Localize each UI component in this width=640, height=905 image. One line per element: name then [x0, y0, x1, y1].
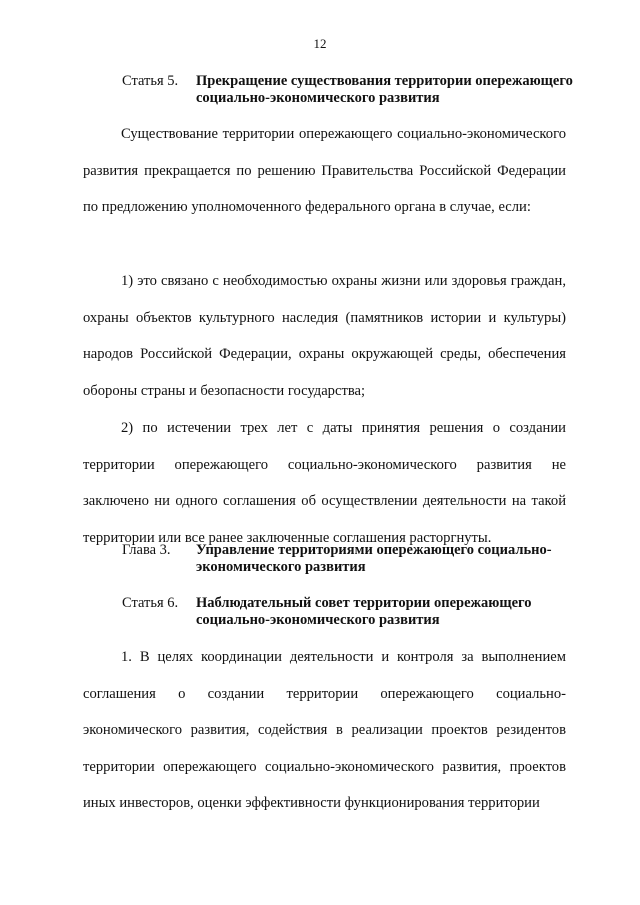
article-5-label: Статья 5.: [122, 73, 179, 89]
list-item-1: 1) это связано с необходимостью охраны жизни или здоровья граждан, охраны объектов культурного наследия (памятников истории и культуры) народов Российской Федерации, охраны окружающей среды, обеспечения обороны страны и безопасности государства;: [83, 273, 566, 399]
chapter-3-label: Глава 3.: [122, 542, 171, 558]
article-5-title: Прекращение существования территории опережающего социально-экономического развития: [196, 73, 573, 106]
article-6-label: Статья 6.: [122, 595, 179, 611]
page-number: 12: [313, 36, 327, 51]
list-item-2: 2) по истечении трех лет с даты принятия решения о создании территории опережающего социально-экономического развития не заключено ни одного соглашения об осуществлении деятельности на такой территории или все ранее заключенные соглашения расторгнуты.: [83, 420, 566, 546]
article-5-text: Существование территории опережающего социально-экономического развития прекращается по решению Правительства Российской Федерации по предложению уполномоченного федерального органа в случае, если:: [83, 126, 566, 216]
chapter-3-title: Управление территориями опережающего социально-экономического развития: [196, 542, 552, 575]
article-6-title: Наблюдательный совет территории опережающего социально-экономического развития: [196, 595, 532, 628]
article-6-text: 1. В целях координации деятельности и контроля за выполнением соглашения о создании территории опережающего социально-экономического развития, содействия в реализации проектов резидентов территории опережающего социально-экономического развития, проектов иных инвесторов, оценки эффективности функционирования территории: [83, 649, 566, 812]
